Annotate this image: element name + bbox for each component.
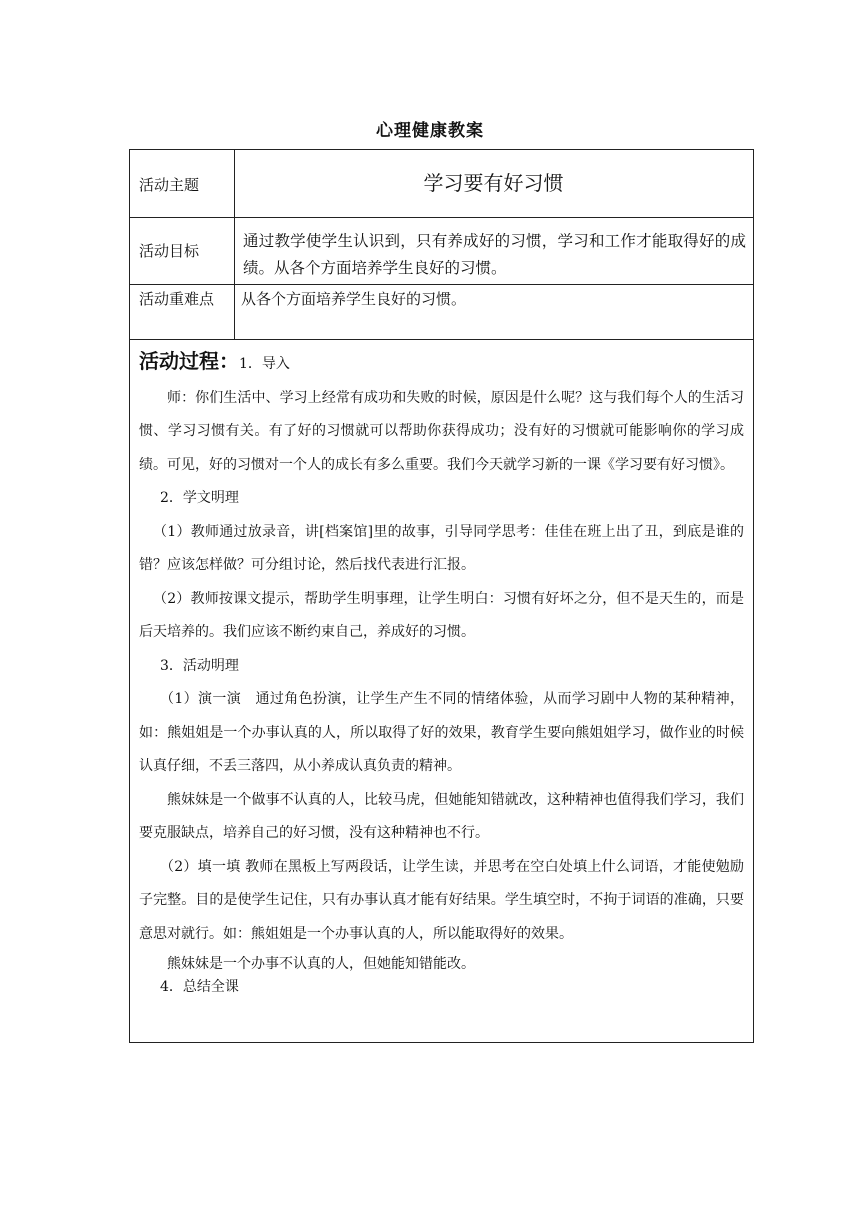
- section-4-title: 4．总结全课: [160, 979, 239, 995]
- section-3-paragraph-4: 熊妹妹是一个办事不认真的人，但她能知错能改。: [167, 956, 475, 972]
- process-section: [139, 345, 744, 997]
- section-2-title: 2．学文明理: [160, 490, 239, 506]
- section-1-paragraph: 师：你们生活中、学习上经常有成功和失败的时候，原因是什么呢？这与我们每个人的生活习惯、学习习惯有关。有了好的习惯就可以帮助你获得成功；没有好的习惯就可能影响你的学习成绩。可见，好的习惯对一个人的成长有多么重要。我们今天就学习新的一课《学习要有好习惯》。: [139, 389, 744, 473]
- section-3-paragraph-3: （2）填一填 教师在黑板上写两段话，让学生读，并思考在空白处填上什么词语，才能使勉励 子完整。目的是使学生记住，只有办事认真才能有好结果。学生填空时，不拘于词语的准确，只要意思对就行。如：熊姐姐是一个办事认真的人，所以能取得好的效果。: [139, 858, 744, 942]
- row-divider: [130, 284, 753, 285]
- page-title: 心理健康教案: [376, 121, 484, 141]
- section-3-title: 3．活动明理: [160, 657, 239, 674]
- theme-value: 学习要有好习惯: [423, 171, 564, 195]
- section-2-paragraph-2: （2）教师按课文提示，帮助学生明事理，让学生明白：习惯有好坏之分，但不是天生的，而是后天培养的。我们应该不断约束自己，养成好的习惯。: [139, 590, 744, 640]
- process-heading: 活动过程：: [139, 349, 239, 373]
- goal-value: 通过教学使学生认识到，只有养成好的习惯，学习和工作才能取得好的成绩。从各个方面培养学生良好的习惯。: [243, 232, 746, 277]
- theme-label: 活动主题: [139, 176, 200, 194]
- section-3-paragraph-1: （1）演一演 通过角色扮演，让学生产生不同的情绪体验，从而学习剧中人物的某种精神，如：熊姐姐是一个办事认真的人，所以取得了好的效果，教育学生要向熊姐姐学习，做作业的时候认真仔细，不丢三落四，从小养成认真负责的精神。: [139, 691, 744, 774]
- section-3-paragraph-2: 熊妹妹是一个做事不认真的人，比较马虎，但她能知错就改，这种精神也值得我们学习，我们要克服缺点，培养自己的好习惯，没有这种精神也不行。: [139, 791, 744, 841]
- section-1-title: 1．导入: [239, 356, 290, 372]
- row-divider: [130, 217, 753, 218]
- goal-label: 活动目标: [139, 242, 200, 260]
- lesson-plan-table: [129, 149, 754, 1043]
- section-2-paragraph-1: （1）教师通过放录音，讲[档案馆]里的故事，引导同学思考：佳佳在班上出了丑，到底是谁的错？应该怎样做？可分组讨论，然后找代表进行汇报。: [139, 523, 744, 573]
- focus-label: 活动重难点: [139, 290, 215, 308]
- focus-value: 从各个方面培养学生良好的习惯。: [241, 290, 467, 308]
- row-divider: [130, 339, 753, 340]
